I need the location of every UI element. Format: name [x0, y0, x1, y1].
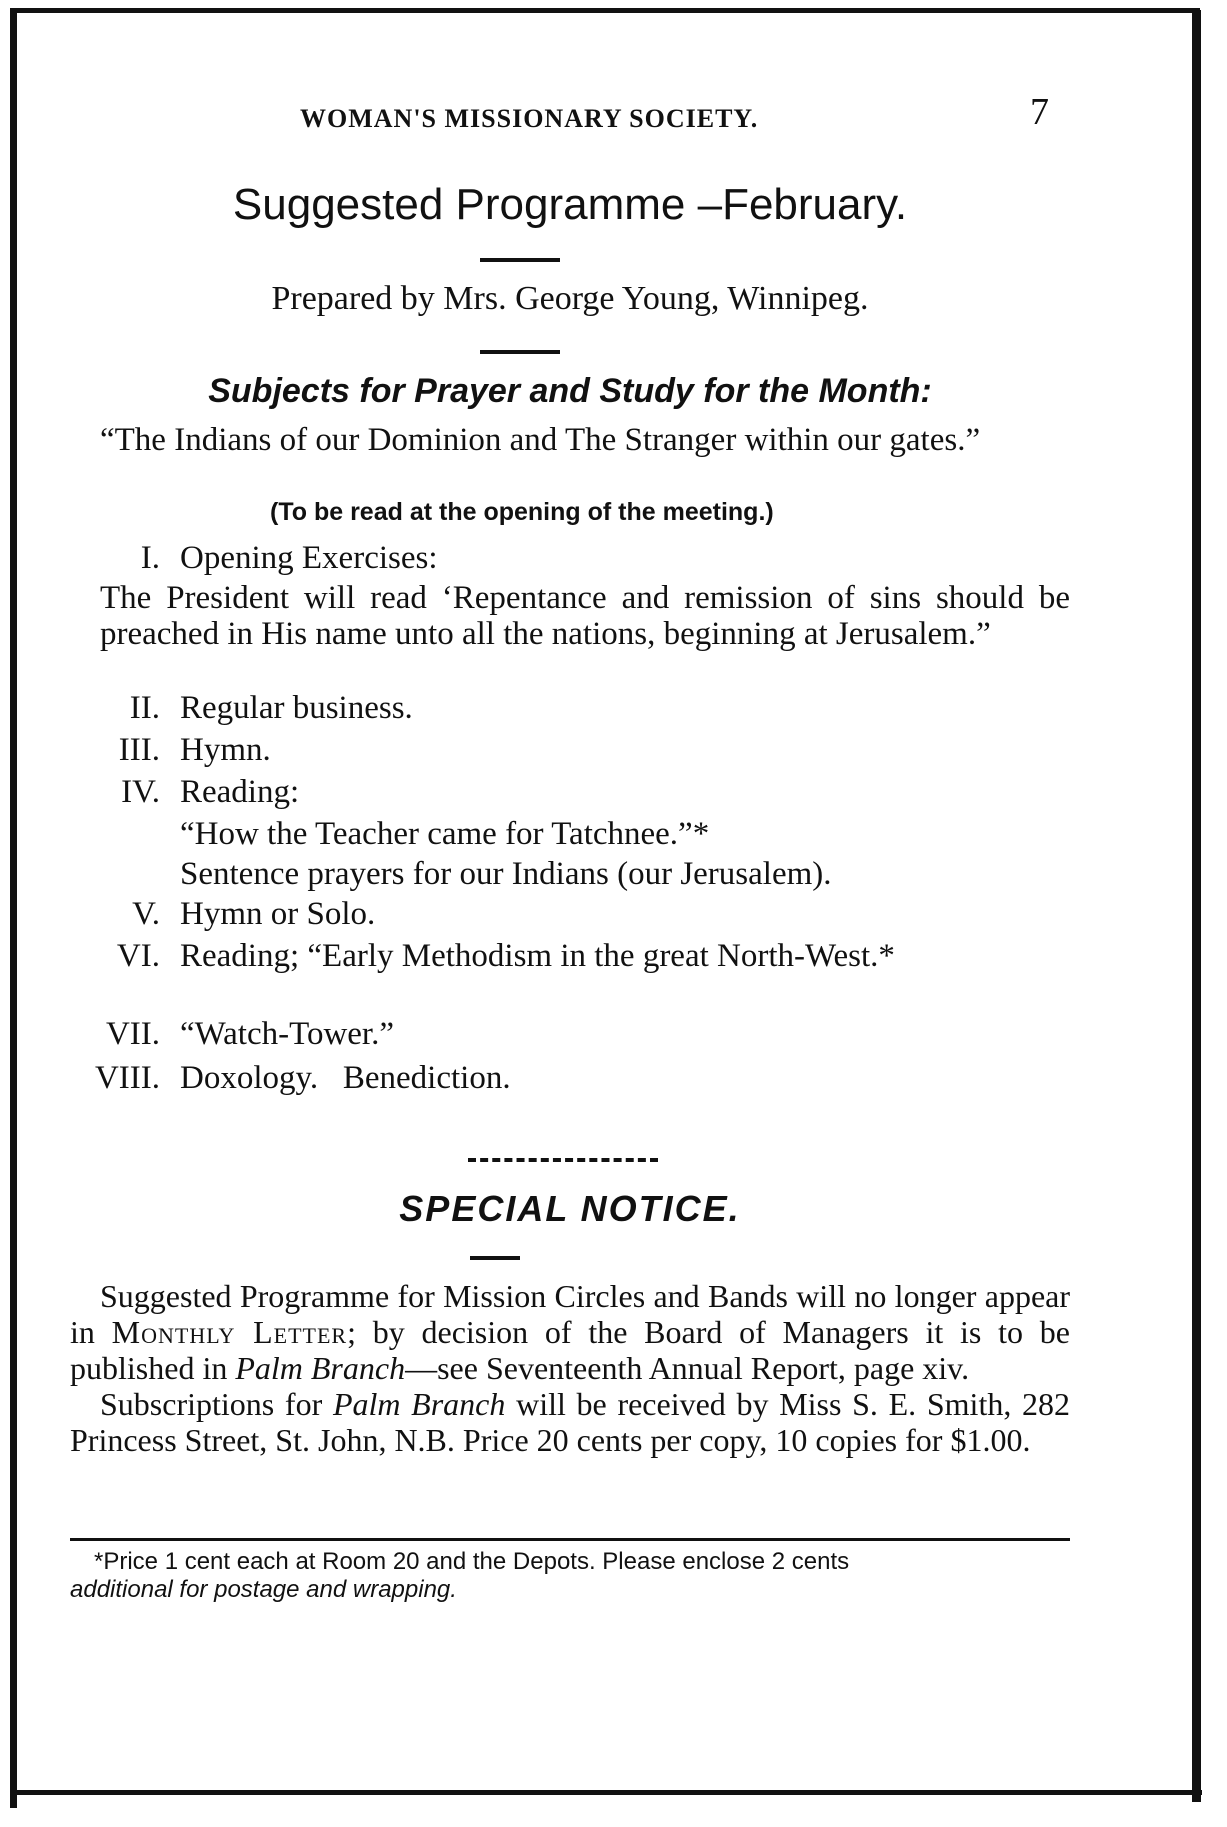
document-page — [70, 90, 1071, 1603]
item-number: I. — [140, 540, 160, 576]
reading-line: “How the Teacher came for Tatchnee.”* — [180, 816, 710, 852]
item-number: VIII. — [94, 1060, 160, 1096]
palm-branch-title: Palm Branch — [332, 1386, 506, 1422]
read-note: (To be read at the opening of the meeting.) — [270, 498, 774, 526]
item-text: Hymn or Solo. — [180, 896, 376, 932]
programme-title: Suggested Programme –February. — [232, 180, 908, 229]
item-text: Reading: — [180, 774, 300, 810]
item-number: V. — [132, 896, 160, 932]
footnote-line: *Price 1 cent each at Room 20 and the Depots. Please enclose 2 cents — [94, 1548, 850, 1575]
item-text: Reading; “Early Methodism in the great North-West.* — [180, 938, 895, 974]
item-text: Regular business. — [180, 690, 413, 726]
item-text: “Watch-Tower.” — [180, 1016, 395, 1052]
item-text: Doxology. Benediction. — [180, 1060, 511, 1096]
item-number: VI. — [116, 938, 160, 974]
running-header — [70, 90, 1070, 140]
item-number: III. — [118, 732, 160, 768]
page-border-left — [10, 8, 17, 1808]
item-number: VII. — [105, 1016, 160, 1052]
notice-text: ; by decision of the Board of Managers it is to be published in — [70, 1314, 1071, 1386]
short-rule — [470, 1256, 520, 1260]
page-border-top — [12, 8, 1200, 13]
byline: Prepared by Mrs. George Young, Winnipeg. — [271, 280, 869, 317]
item-text: Hymn. — [180, 732, 271, 768]
footnote — [70, 1548, 1070, 1604]
notice-paragraph — [70, 1386, 1070, 1458]
short-rule — [480, 350, 560, 354]
subjects-heading: Subjects for Prayer and Study for the Month: — [208, 372, 932, 410]
notice-text: Suggested Programme for Mission Circles and Bands will no longer appear in — [70, 1278, 1070, 1350]
page-border-bottom — [12, 1790, 1202, 1795]
special-notice-heading: SPECIAL NOTICE. — [399, 1188, 741, 1229]
opening-text: The President will read ‘Repentance and remission of sins should be preached in His name unto all the nations, beginning at Jerusalem.” — [100, 580, 1070, 652]
item-number: IV. — [121, 774, 160, 810]
palm-branch-title: Palm Branch — [235, 1350, 406, 1386]
footnote-rule — [70, 1538, 1070, 1541]
running-title: WOMAN'S MISSIONARY SOCIETY. — [300, 104, 759, 133]
item-number: II. — [129, 690, 160, 726]
reading-line: Sentence prayers for our Indians (our Jerusalem). — [180, 856, 832, 892]
notice-text: will be received by Miss S. E. Smith, 282 Princess Street, St. John, N.B. Price 20 cents per copy, 10 copies for $1.00. — [70, 1386, 1071, 1458]
item-text: Opening Exercises: — [180, 540, 438, 576]
special-notice-body — [70, 1278, 1070, 1458]
subjects-text: “The Indians of our Dominion and The Stranger within our gates.” — [100, 422, 981, 458]
monthly-letter-title: Monthly Letter — [111, 1314, 348, 1350]
notice-text: Subscriptions for — [100, 1386, 333, 1422]
notice-text: —see Seventeenth Annual Report, page xiv. — [405, 1350, 970, 1386]
reading-lines — [180, 814, 1070, 894]
short-rule — [480, 258, 560, 262]
dashed-separator — [468, 1158, 658, 1162]
page-border-right — [1192, 10, 1201, 1802]
notice-paragraph — [70, 1278, 1070, 1386]
page-number: 7 — [1030, 91, 1049, 133]
footnote-line: additional for postage and wrapping. — [70, 1576, 457, 1603]
opening-exercises-text — [100, 580, 1070, 652]
